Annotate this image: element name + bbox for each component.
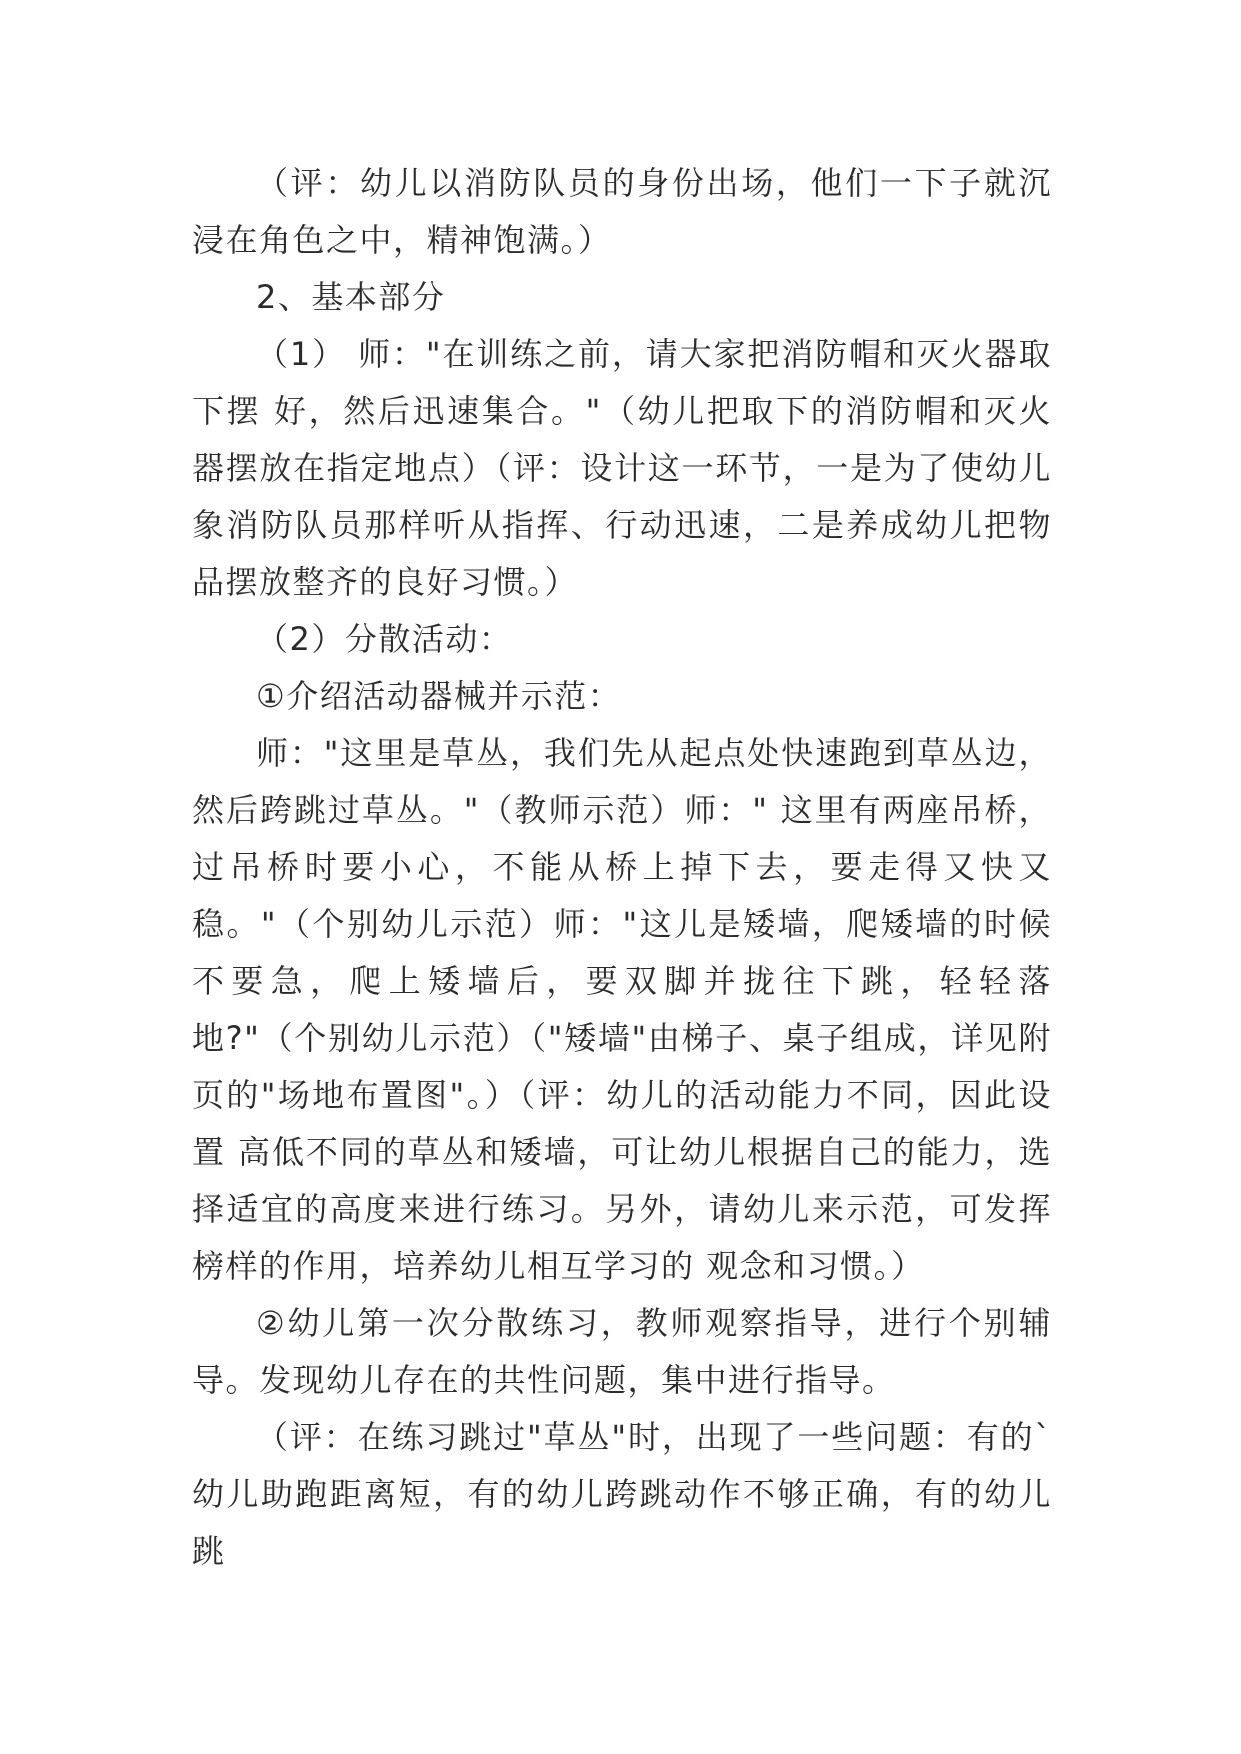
section-heading-basic-part: 2、基本部分 [256,278,446,316]
subheading-introduce-equipment: ①介绍活动器械并示范： [256,677,622,715]
paragraph-step-1: （1） 师："在训练之前，请大家把消防帽和灭火器取下摆 好，然后迅速集合。"（幼儿把取下的消防帽和灭火器摆放在指定地点）（评：设计这一环节，一是为了使幼儿象消防队员那样听从指挥、行动迅速，二是养成幼儿把物品摆放整齐的良好习惯。） [192,335,1052,601]
paragraph-first-practice: ②幼儿第一次分散练习，教师观察指导，进行个别辅导。发现幼儿存在的共性问题，集中进行指导。 [192,1304,1052,1399]
paragraph-teacher-demo: 师："这里是草丛，我们先从起点处快速跑到草丛边，然后跨跳过草丛。"（教师示范）师：" 这里有两座吊桥，过吊桥时要小心，不能从桥上掉下去，要走得又快又稳。"（个别幼儿示范）师："这儿是矮墙，爬矮墙的时候不要急，爬上矮墙后，要双脚并拢往下跳，轻轻落地?"（个别幼儿示范）（"矮墙"由梯子、桌子组成，详见附页的"场地布置图"。）（评：幼儿的活动能力不同，因此设置 高低不同的草丛和矮墙，可让幼儿根据自己的能力，选择适宜的高度来进行练习。另外，请幼儿来示范，可发挥榜样的作用，培养幼儿相互学习的 观念和习惯。） [192,734,1052,1285]
document-body [192,155,1052,1580]
subheading-scattered-activity: （2）分散活动： [256,620,513,658]
paragraph-comment-problems: （评：在练习跳过"草丛"时，出现了一些问题：有的`幼儿助跑距离短，有的幼儿跨跳动作不够正确，有的幼儿跳 [192,1418,1052,1570]
paragraph-comment-intro: （评：幼儿以消防队员的身份出场，他们一下子就沉浸在角色之中，精神饱满。） [192,164,1052,259]
